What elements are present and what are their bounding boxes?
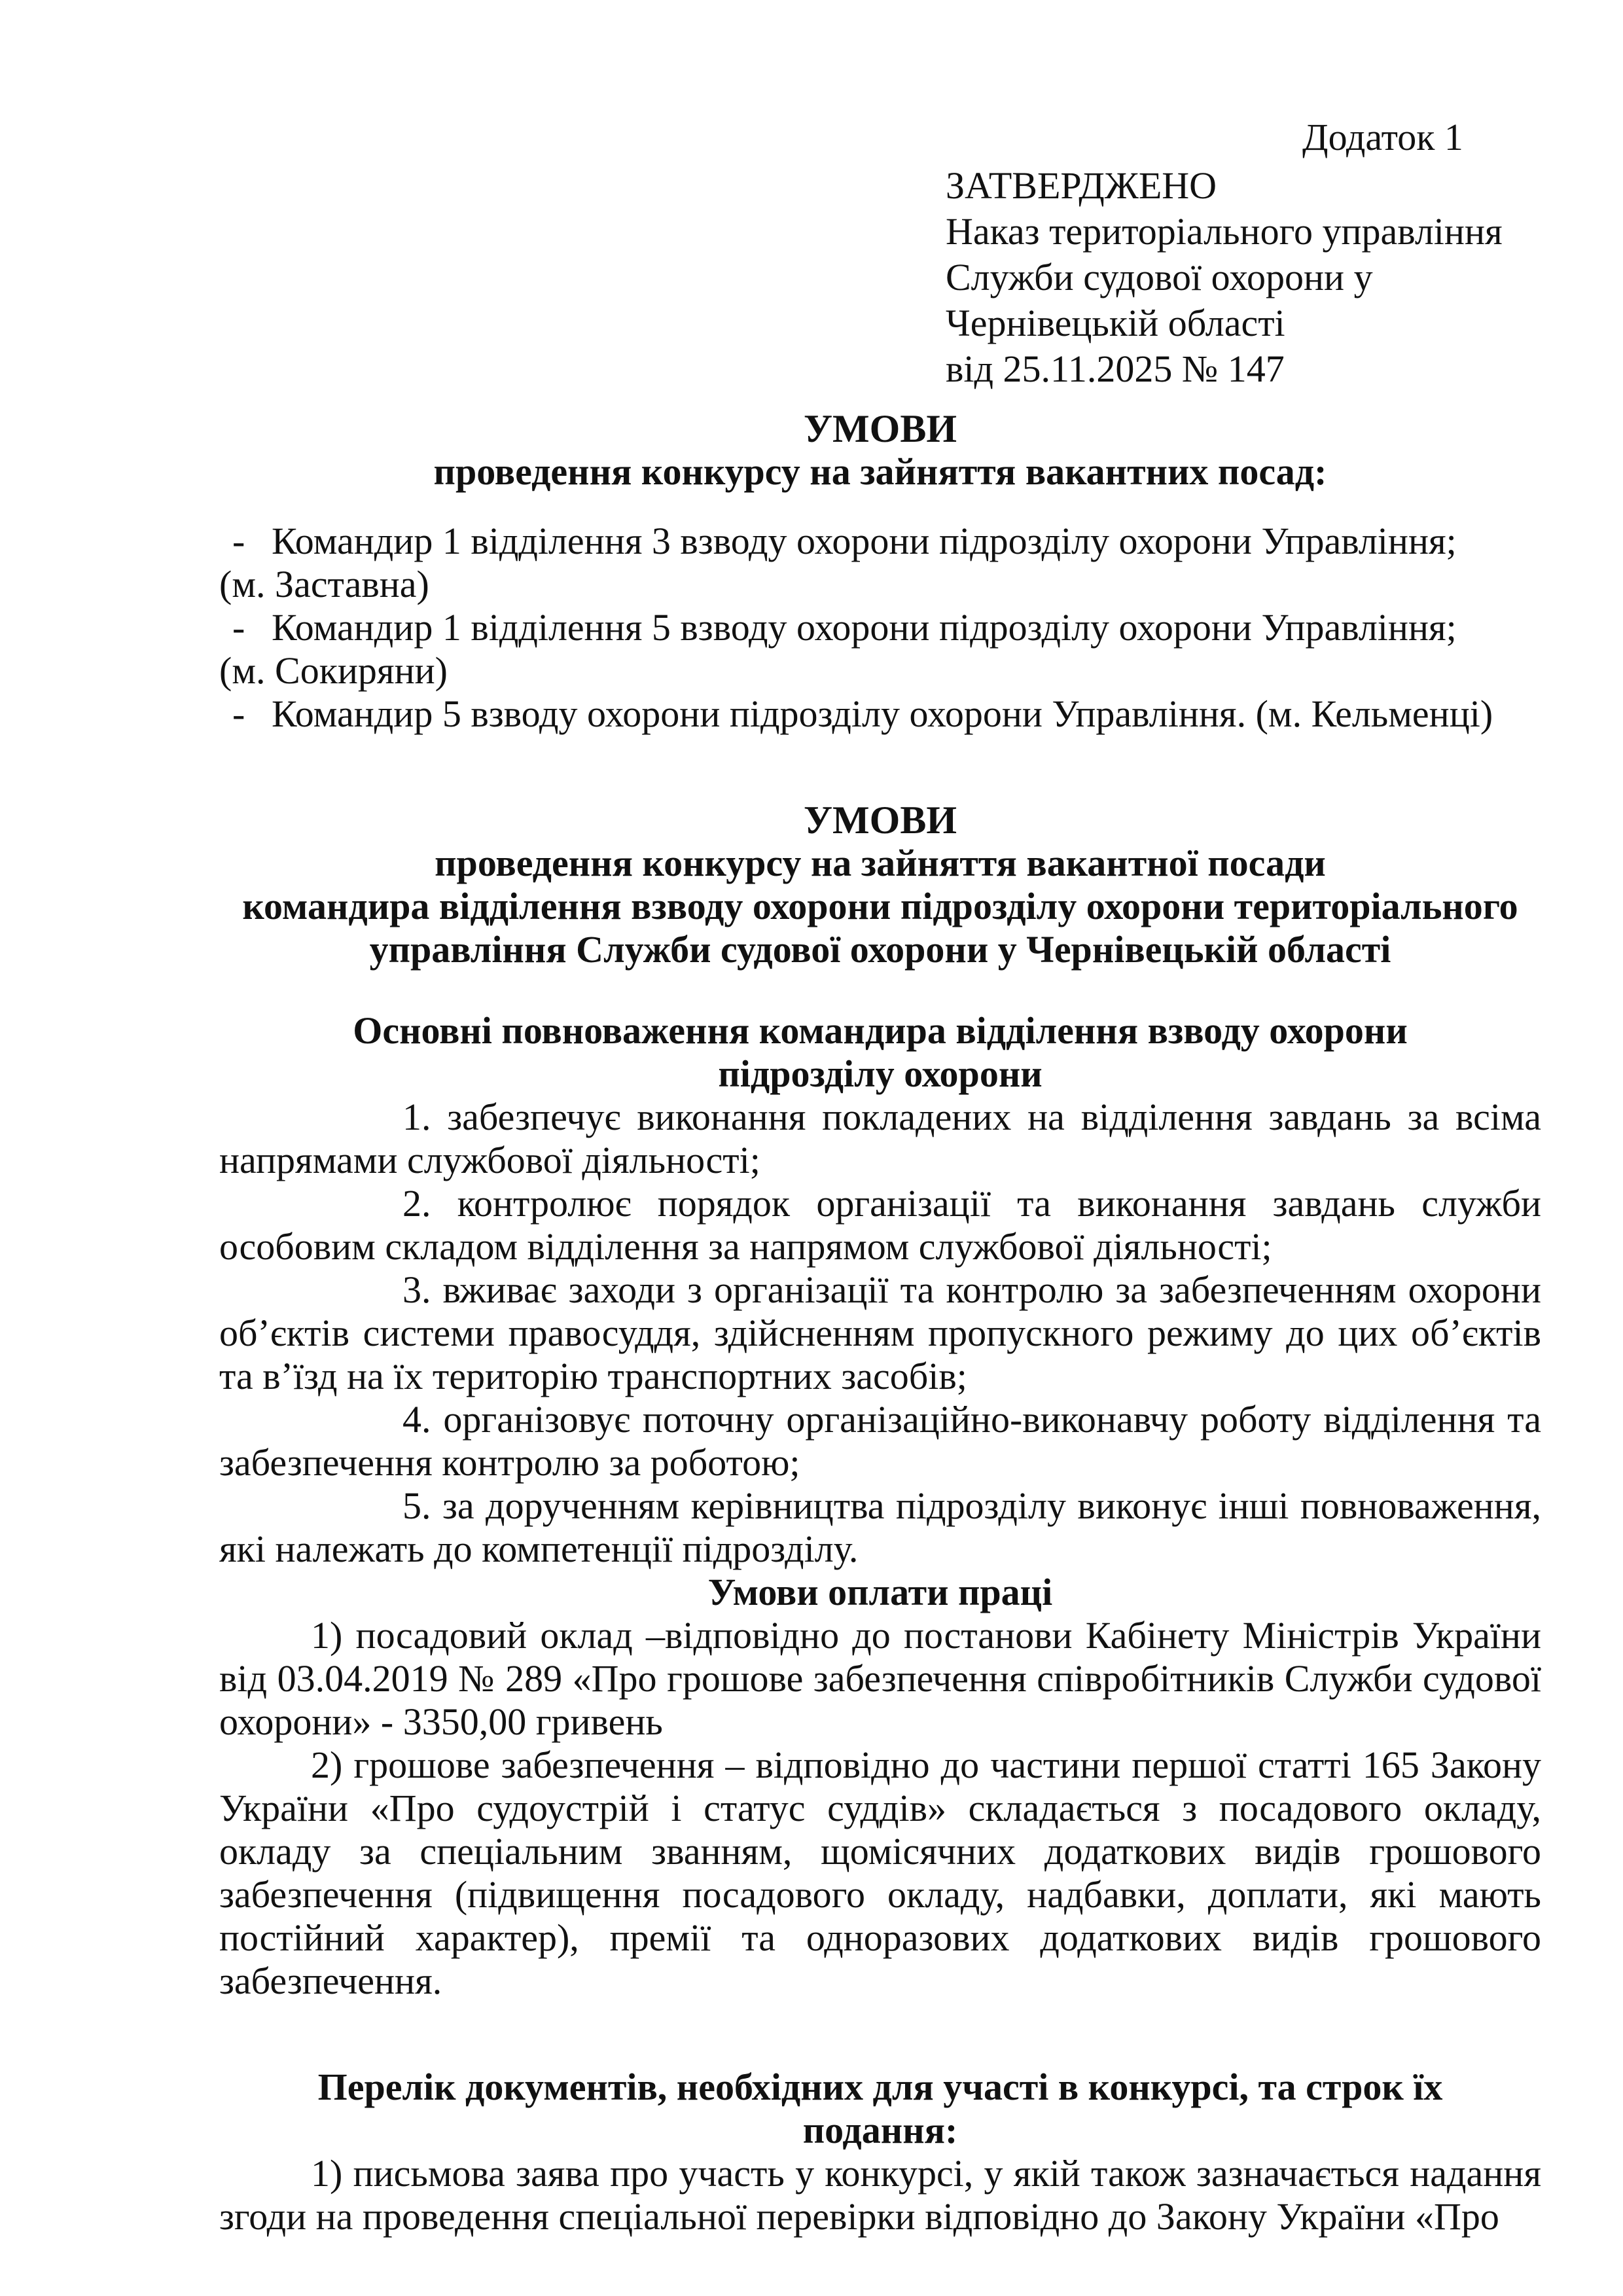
item-text: посадовий оклад –відповідно до постанови Кабінету Міністрів України від 03.04.2019 № 289 «Про грошове забезпечення співробітників Служби судової охорони» - 3350,00 гривень bbox=[219, 1614, 1542, 1743]
second-title-line: командира відділення взводу охорони підрозділу охорони територіального bbox=[242, 885, 1518, 927]
list-item bbox=[219, 1744, 1541, 2003]
list-item bbox=[219, 692, 1541, 736]
powers-heading: Основні повноваження командира відділення взводу охорони підрозділу охорони bbox=[353, 1009, 1408, 1095]
position-location: (м. Сокиряни) bbox=[219, 649, 448, 692]
list-item bbox=[219, 1096, 1541, 1182]
documents-heading: Перелік документів, необхідних для участі в конкурсі, та строк їх подання: bbox=[317, 2066, 1443, 2151]
item-text: контролює порядок організації та виконання завдань служби особовим складом відділення за напрямом службової діяльності; bbox=[219, 1182, 1541, 1268]
first-subtitle: проведення конкурсу на зайняття вакантних посад: bbox=[433, 450, 1327, 493]
item-number: 2) bbox=[311, 1744, 343, 1786]
item-number: 1) bbox=[311, 2152, 343, 2195]
second-title-line: проведення конкурсу на зайняття вакантної посади bbox=[435, 842, 1326, 884]
document-body bbox=[219, 407, 1541, 2238]
first-title: УМОВИ bbox=[803, 407, 957, 450]
approval-stamp-title: ЗАТВЕРДЖЕНО bbox=[946, 164, 1217, 207]
positions-list bbox=[219, 520, 1541, 736]
item-text: письмова заява про участь у конкурсі, у якій також зазначається надання згоди на проведення спеціальної перевірки відповідно до Закону України «Про bbox=[219, 2152, 1542, 2238]
item-number: 1) bbox=[311, 1614, 343, 1657]
annex-label: Додаток 1 bbox=[1302, 116, 1463, 158]
approval-order-line: Служби судової охорони у bbox=[946, 256, 1373, 298]
list-item bbox=[219, 520, 1541, 563]
approval-block bbox=[946, 115, 1548, 392]
item-number: 1. bbox=[402, 1096, 431, 1138]
item-text: вживає заходи з організації та контролю за забезпеченням охорони об’єктів системи правосуддя, здійсненням пропускного режиму до цих об’єктів та в’їзд на їх територію транспортних засобів; bbox=[219, 1268, 1541, 1397]
position-text: Командир 5 взводу охорони підрозділу охорони Управління. (м. Кельменці) bbox=[272, 692, 1493, 735]
second-title-line: управління Служби судової охорони у Чернівецькій області bbox=[369, 928, 1391, 971]
item-number: 5. bbox=[402, 1484, 431, 1527]
list-dash: - bbox=[232, 692, 245, 735]
list-item bbox=[219, 606, 1541, 649]
approval-order-line: Наказ територіального управління bbox=[946, 210, 1503, 253]
approval-order-date: від 25.11.2025 № 147 bbox=[946, 348, 1285, 390]
item-text: грошове забезпечення – відповідно до частини першої статті 165 Закону України «Про судоустрій і статус суддів» складається з посадового окладу, окладу за спеціальним званням, щомісячних додаткових видів грошового забезпечення (підвищення посадового окладу, надбавки, доплати, які мають постійний характер), премії та одноразових додаткових видів грошового забезпечення. bbox=[219, 1744, 1541, 2002]
list-item bbox=[219, 1268, 1541, 1398]
item-text: за дорученням керівництва підрозділу виконує інші повноваження, які належать до компетенції підрозділу. bbox=[219, 1484, 1541, 1570]
item-number: 3. bbox=[402, 1268, 431, 1311]
list-item bbox=[219, 2152, 1541, 2238]
item-number: 2. bbox=[402, 1182, 431, 1225]
list-item bbox=[219, 1398, 1541, 1484]
item-text: організовує поточну організаційно-виконавчу роботу відділення та забезпечення контролю за роботою; bbox=[219, 1398, 1541, 1484]
list-item bbox=[219, 1182, 1541, 1268]
position-text: Командир 1 відділення 3 взводу охорони підрозділу охорони Управління; bbox=[272, 520, 1457, 562]
second-title: УМОВИ bbox=[803, 798, 957, 842]
position-text: Командир 1 відділення 5 взводу охорони підрозділу охорони Управління; bbox=[272, 606, 1457, 649]
item-number: 4. bbox=[402, 1398, 431, 1441]
position-location: (м. Заставна) bbox=[219, 563, 429, 605]
approval-order-line: Чернівецькій області bbox=[946, 302, 1285, 344]
item-text: забезпечує виконання покладених на відділення завдань за всіма напрямами службової діяльності; bbox=[219, 1096, 1541, 1181]
list-item bbox=[219, 1484, 1541, 1571]
payment-heading: Умови оплати праці bbox=[707, 1571, 1053, 1613]
list-dash: - bbox=[232, 520, 245, 562]
list-item bbox=[219, 1614, 1541, 1744]
list-dash: - bbox=[232, 606, 245, 649]
